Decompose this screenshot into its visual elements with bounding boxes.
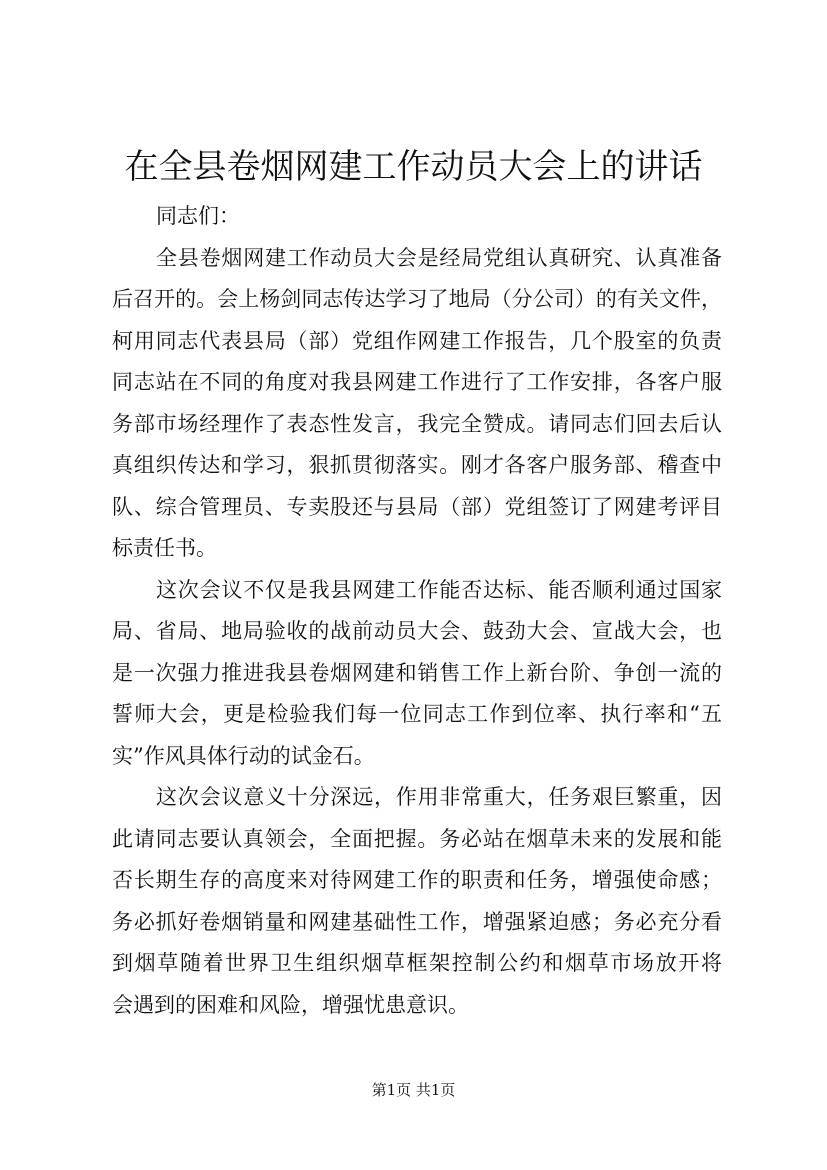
paragraph-line: 柯用同志代表县局（部）党组作网建工作报告，几个股室的负责 xyxy=(112,328,722,353)
salutation: 同志们： xyxy=(156,204,240,228)
paragraph-list xyxy=(112,238,722,1027)
paragraph-line: 实”作风具体行动的试金石。 xyxy=(112,743,375,768)
paragraph-line: 后召开的。会上杨剑同志传达学习了地局（分公司）的有关文件， xyxy=(112,287,722,311)
paragraph-line: 真组织传达和学习，狠抓贯彻落实。刚才各客户服务部、稽查中 xyxy=(112,453,722,477)
paragraph-line: 这次会议不仅是我县网建工作能否达标、能否顺利通过国家 xyxy=(156,577,722,602)
document-title: 在全县卷烟网建工作动员大会上的讲话 xyxy=(124,147,703,187)
paragraph-line: 务部市场经理作了表态性发言，我完全赞成。请同志们回去后认 xyxy=(112,411,722,436)
paragraph-line: 全县卷烟网建工作动员大会是经局党组认真研究、认真准备 xyxy=(156,245,722,270)
paragraph-line: 是一次强力推进我县卷烟网建和销售工作上新台阶、争创一流的 xyxy=(112,660,722,685)
paragraph-line: 局、省局、地局验收的战前动员大会、鼓劲大会、宣战大会，也 xyxy=(112,619,722,643)
paragraph-line: 队、综合管理员、专卖股还与县局（部）党组签订了网建考评目 xyxy=(112,494,722,519)
body-paragraph xyxy=(112,777,722,1026)
paragraph-line: 誓师大会，更是检验我们每一位同志工作到位率、执行率和“五 xyxy=(112,702,722,726)
paragraph-line: 会遇到的困难和风险，增强忧患意识。 xyxy=(112,992,469,1017)
page-footer: 第1页 共1页 xyxy=(371,1081,456,1099)
paragraph-line: 此请同志要认真领会，全面把握。务必站在烟草未来的发展和能 xyxy=(112,826,722,851)
body-paragraph xyxy=(112,238,722,570)
paragraph-line: 否长期生存的高度来对待网建工作的职责和任务，增强使命感； xyxy=(112,868,722,892)
document-body xyxy=(112,196,722,1026)
paragraph-line: 这次会议意义十分深远，作用非常重大，任务艰巨繁重，因 xyxy=(156,785,722,809)
body-paragraph xyxy=(112,570,722,778)
paragraph-line: 务必抓好卷烟销量和网建基础性工作，增强紧迫感；务必充分看 xyxy=(112,909,722,934)
paragraph-line: 标责任书。 xyxy=(112,536,217,560)
paragraph-line: 同志站在不同的角度对我县网建工作进行了工作安排，各客户服 xyxy=(112,370,722,394)
paragraph-line: 到烟草随着世界卫生组织烟草框架控制公约和烟草市场放开将 xyxy=(112,951,722,975)
